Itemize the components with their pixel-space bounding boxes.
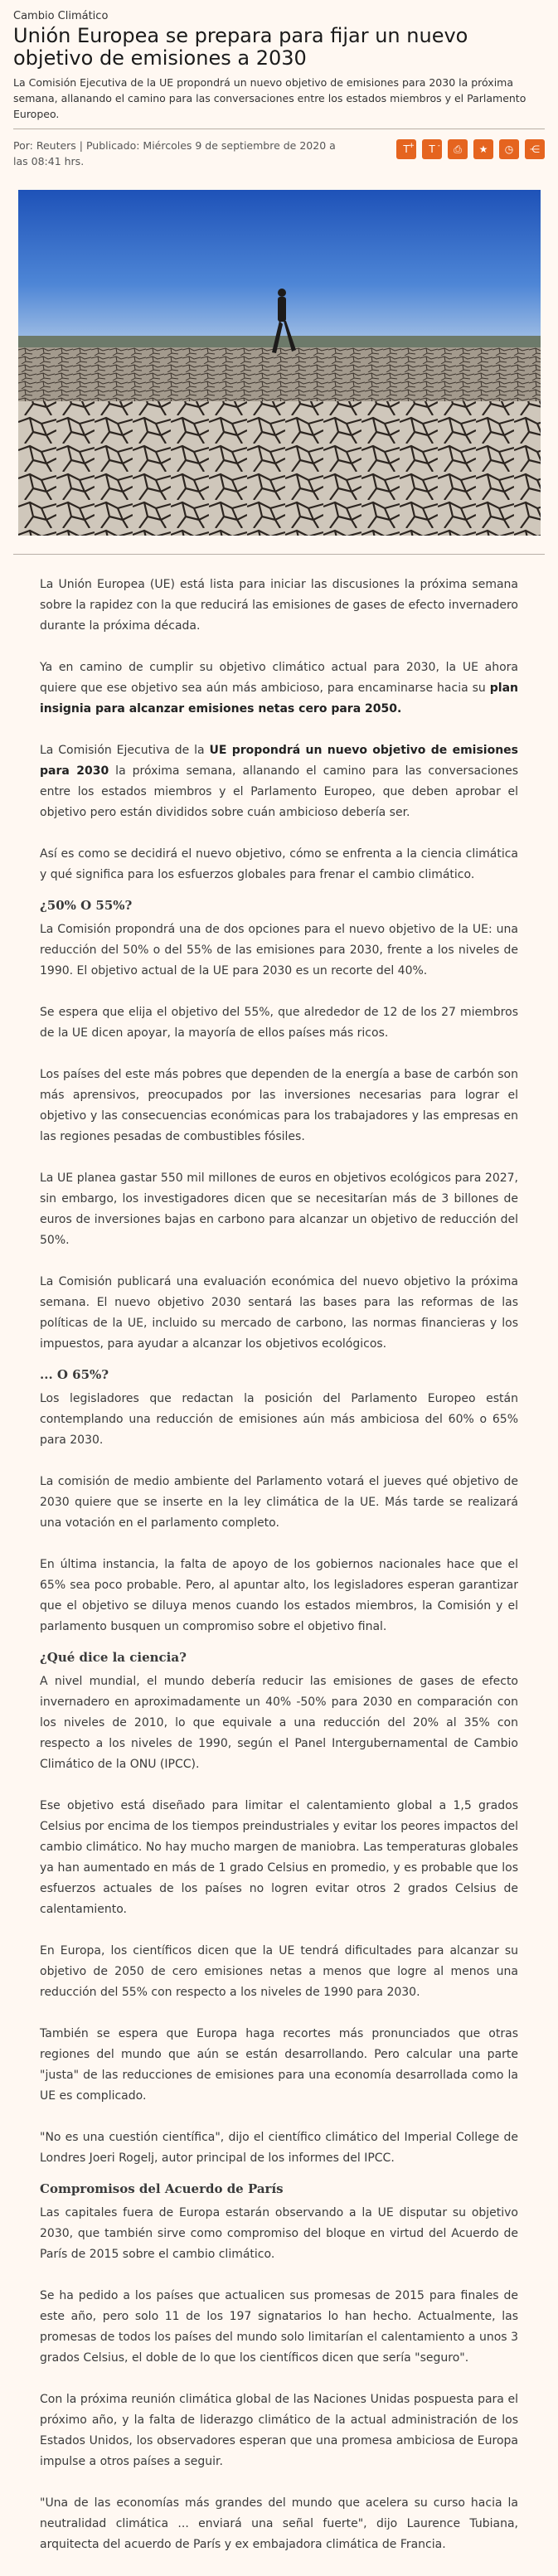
paragraph: En Europa, los científicos dicen que la UE tendrá dificultades para alcanzar su objetivo de 2050 de cero emisiones netas a menos que logre al menos una reducción del 55% con respecto a los niveles de 1990 para 2030. xyxy=(40,1944,518,1999)
article-header xyxy=(0,0,558,169)
paragraph: "No es una cuestión científica", dijo el científico climático del Imperial College de Londres Joeri Rogelj, autor principal de los informes del IPCC. xyxy=(40,2131,518,2165)
paragraph: Así es como se decidirá el nuevo objetivo, cómo se enfrenta a la ciencia climática y qué significa para los esfuerzos globales para frenar el cambio climático. xyxy=(40,847,518,881)
paragraph: Ese objetivo está diseñado para limitar el calentamiento global a 1,5 grados Celsius por encima de los tiempos preindustriales y evitar los peores impactos del cambio climático. No hay mucho margen de maniobra. Las temperaturas globales ya han aumentado en más de 1 grado Celsius en promedio, y es probable que los esfuerzos actuales de los países no logren evitar otros 2 grados Celsius de calentamiento. xyxy=(40,1799,518,1916)
byline: Por: Reuters | Publicado: Miércoles 9 de septiembre de 2020 a las 08:41 hrs. xyxy=(13,139,336,167)
paragraph: La comisión de medio ambiente del Parlamento votará el jueves qué objetivo de 2030 quiere que se inserte en la ley climática de la UE. Más tarde se realizará una votación en el parlamento completo. xyxy=(40,1475,518,1530)
paragraph: Se ha pedido a los países que actualicen sus promesas de 2015 para finales de este año, pero solo 11 de los 197 signatarios lo han hecho. Actualmente, las promesas de todos los países del mundo solo limitarían el calentamiento a unos 3 grados Celsius, el doble de lo que los científicos dicen que sería "seguro". xyxy=(40,2289,518,2365)
paragraph: Los legisladores que redactan la posición del Parlamento Europeo están contemplando una reducción de emisiones aún más ambiciosa del 60% o 65% para 2030. xyxy=(40,1392,518,1447)
paragraph: Se espera que elija el objetivo del 55%, que alrededor de 12 de los 27 miembros de la UE dicen apoyar, la mayoría de ellos países más ricos. xyxy=(40,1006,518,1040)
subheading: ... O 65%? xyxy=(40,1367,109,1382)
clock-icon[interactable]: ◷ xyxy=(499,139,519,159)
text-decrease-icon[interactable]: T - xyxy=(422,139,442,159)
meta-row xyxy=(13,138,545,169)
paragraph: Las capitales fuera de Europa estarán observando a la UE disputar su objetivo 2030, que también sirve como compromiso del bloque en virtud del Acuerdo de París de 2015 sobre el cambio climático. xyxy=(40,2206,518,2261)
paragraph: La Comisión propondrá una de dos opciones para el nuevo objetivo de la UE: una reducción del 50% o del 55% de las emisiones para 2030, frente a los niveles de 1990. El objetivo actual de la UE para 2030 es un recorte del 40%. xyxy=(40,923,518,978)
drought-landscape-photo xyxy=(18,190,541,536)
subheading: ¿50% O 55%? xyxy=(40,898,133,913)
text-increase-icon[interactable]: T + xyxy=(396,139,416,159)
bold-text: UE propondrá un nuevo objetivo de emisiones para 2030 xyxy=(40,744,518,778)
paragraph: La Comisión Ejecutiva de la UE propondrá un nuevo objetivo de emisiones para 2030 la próxima semana, allanando el camino para las conversaciones entre los estados miembros y el Parlamento Europeo, que deben aprobar el objetivo pero están divididos sobre cuán ambicioso debería ser. xyxy=(40,744,518,819)
article-body xyxy=(0,555,558,2555)
article-toolbar xyxy=(396,139,545,159)
paragraph: Con la próxima reunión climática global de las Naciones Unidas pospuesta para el próximo año, y la falta de liderazgo climático de la actual administración de los Estados Unidos, los observadores esperan que una promesa ambiciosa de Europa impulse a otros países a seguir. xyxy=(40,2393,518,2468)
share-icon[interactable]: ⋲ xyxy=(525,139,545,159)
paragraph: "Una de las economías más grandes del mundo que acelera su curso hacia la neutralidad climática ... enviará una señal fuerte", dijo Laurence Tubiana, arquitecta del acuerdo de París y ex embajadora climática de Francia. xyxy=(40,2496,518,2551)
paragraph: La Unión Europea (UE) está lista para iniciar las discusiones la próxima semana sobre la rapidez con la que reducirá las emisiones de gases de efecto invernadero durante la próxima década. xyxy=(40,578,518,633)
paragraph: Ya en camino de cumplir su objetivo climático actual para 2030, la UE ahora quiere que ese objetivo sea aún más ambicioso, para encaminarse hacia su plan insignia para alcanzar emisiones netas cero para 2050. xyxy=(40,661,518,716)
article-summary: La Comisión Ejecutiva de la UE propondrá un nuevo objetivo de emisiones para 2030 la próxima semana, allanando el camino para las conversaciones entre los estados miembros y el Parlamento Europeo. xyxy=(13,75,545,129)
paragraph: También se espera que Europa haga recortes más pronunciados que otras regiones del mundo que aún se están desarrollando. Pero calcular una parte "justa" de las reducciones de emisiones para una economía desarrollada como la UE es complicado. xyxy=(40,2027,518,2103)
favorite-star-icon[interactable]: ★ xyxy=(473,139,493,159)
subheading: ¿Qué dice la ciencia? xyxy=(40,1650,187,1665)
paragraph: La Comisión publicará una evaluación económica del nuevo objetivo la próxima semana. El nuevo objetivo 2030 sentará las bases para las reformas de las políticas de la UE, incluido su mercado de carbono, las normas financieras y los impuestos, para ayudar a alcanzar los objetivos ecológicos. xyxy=(40,1275,518,1351)
bold-text: plan insignia para alcanzar emisiones netas cero para 2050. xyxy=(40,682,518,716)
print-icon[interactable]: ⎙ xyxy=(448,139,468,159)
section-label[interactable]: Cambio Climático xyxy=(13,10,109,22)
subheading: Compromisos del Acuerdo de París xyxy=(40,2181,284,2196)
article-title: Unión Europea se prepara para fijar un nuevo objetivo de emisiones a 2030 xyxy=(13,24,468,70)
article-photo xyxy=(0,190,558,536)
paragraph: Los países del este más pobres que dependen de la energía a base de carbón son más aprensivos, preocupados por las inversiones necesarias para lograr el objetivo y las consecuencias económicas para los trabajadores y las empresas en las regiones pesadas de combustibles fósiles. xyxy=(40,1068,518,1143)
paragraph: En última instancia, la falta de apoyo de los gobiernos nacionales hace que el 65% sea poco probable. Pero, al apuntar alto, los legisladores esperan garantizar que el objetivo se diluya menos cuando los estados miembros, la Comisión y el parlamento busquen un compromiso sobre el objetivo final. xyxy=(40,1558,518,1633)
paragraph: A nivel mundial, el mundo debería reducir las emisiones de gases de efecto invernadero en aproximadamente un 40% -50% para 2030 en comparación con los niveles de 2010, lo que equivale a una reducción del 20% al 35% con respecto a los niveles de 1990, según el Panel Intergubernamental de Cambio Climático de la ONU (IPCC). xyxy=(40,1675,518,1771)
paragraph: La UE planea gastar 550 mil millones de euros en objetivos ecológicos para 2027, sin embargo, los investigadores dicen que se necesitarían más de 3 billones de euros de inversiones bajas en carbono para alcanzar un objetivo de reducción del 50%. xyxy=(40,1172,518,1247)
